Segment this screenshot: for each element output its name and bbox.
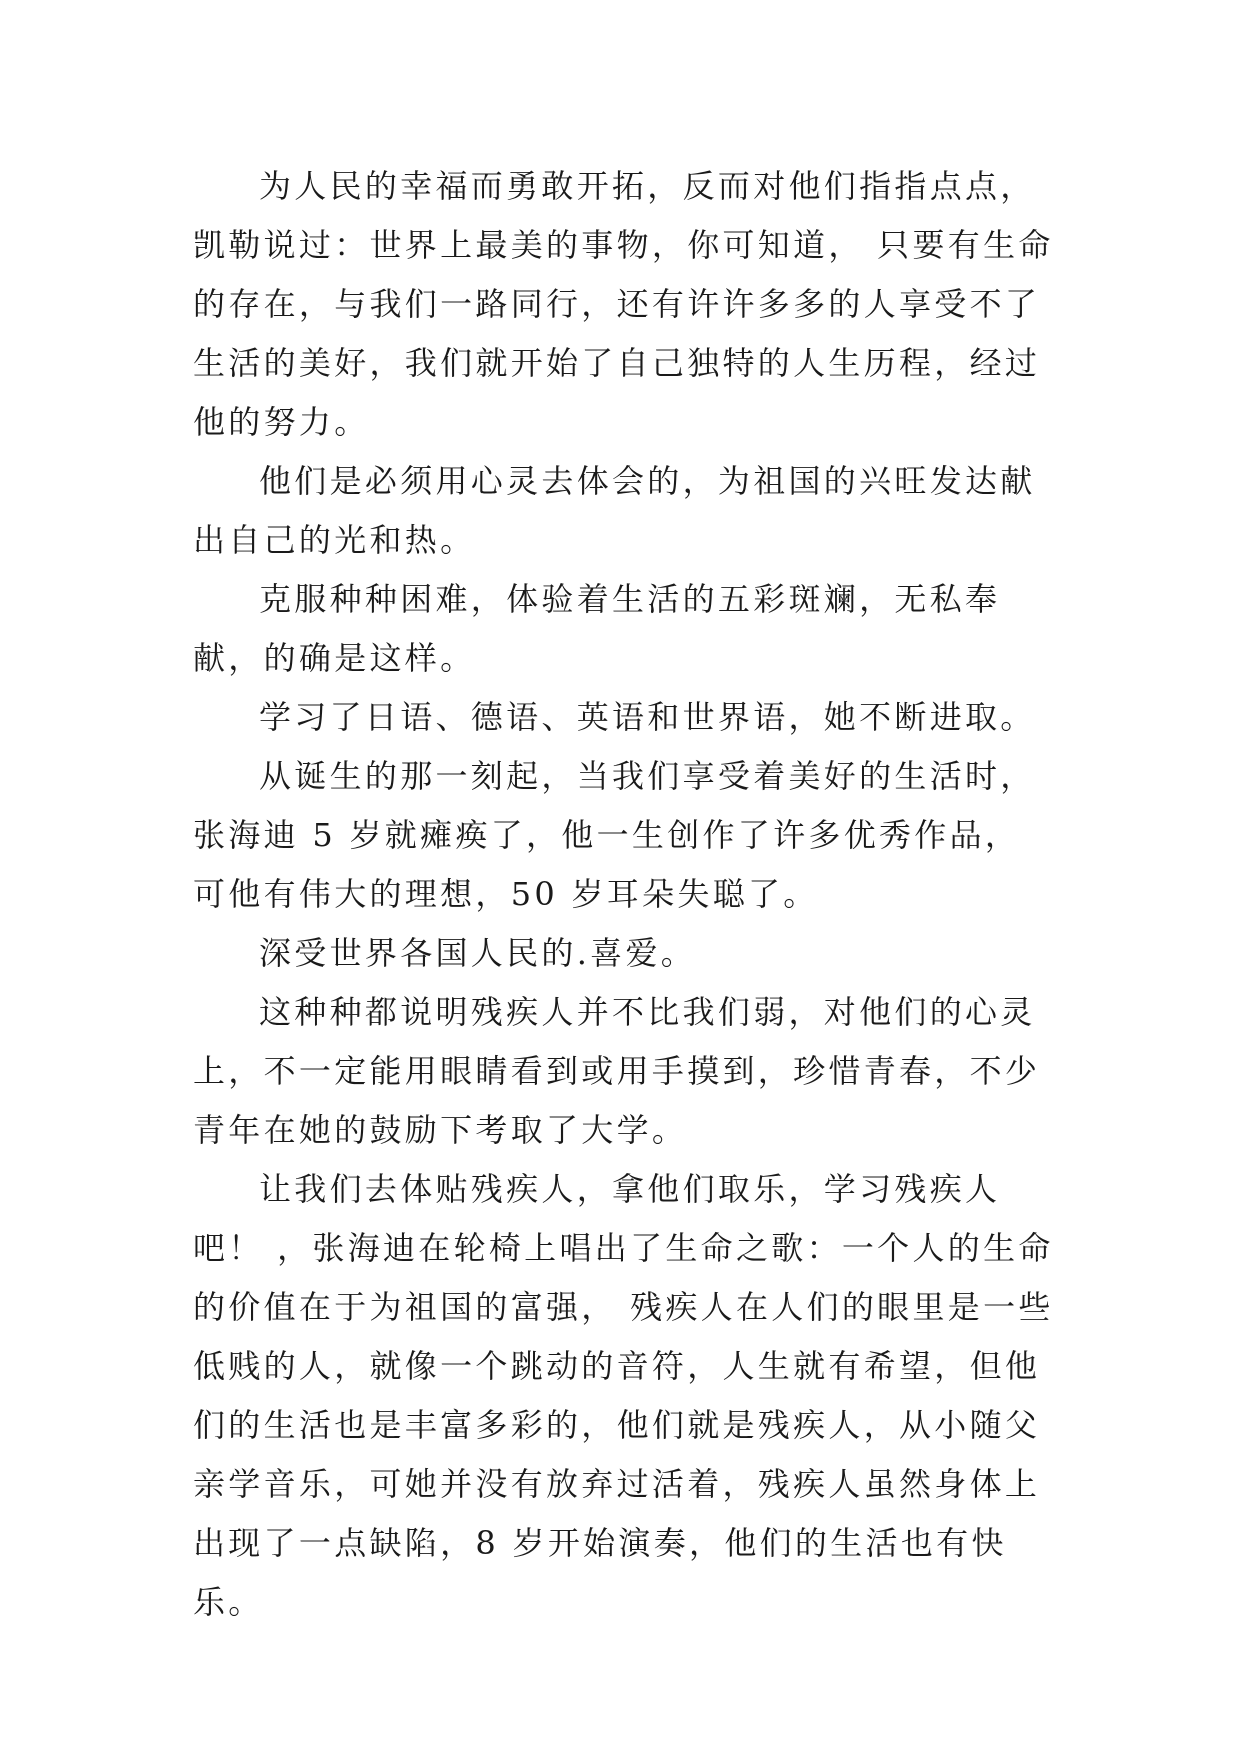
paragraph-7: 这种种都说明残疾人并不比我们弱，对他们的心灵上，不一定能用眼睛看到或用手摸到，珍惜青春，不少青年在她的鼓励下考取了大学。 (193, 993, 1041, 1149)
paragraph-6: 深受世界各国人民的.喜爱。 (259, 934, 697, 972)
paragraph-2: 他们是必须用心灵去体会的，为祖国的兴旺发达献出自己的光和热。 (193, 462, 1036, 559)
paragraph-3: 克服种种困难，体验着生活的五彩斑斓，无私奉献，的确是这样。 (193, 580, 1001, 677)
paragraph-4: 学习了日语、德语、英语和世界语，她不断进取。 (259, 698, 1036, 736)
paragraph-1: 为人民的幸福而勇敢开拓，反而对他们指指点点，凯勒说过：世界上最美的事物，你可知道， 只要有生命的存在，与我们一路同行，还有许许多多的人享受不了生活的美好，我们就开始了自己独特的人生历程，经过他的努力。 (193, 167, 1054, 441)
paragraph-8: 让我们去体贴残疾人，拿他们取乐，学习残疾人吧！ ，张海迪在轮椅上唱出了生命之歌：一个人的生命的价值在于为祖国的富强， 残疾人在人们的眼里是一些低贱的人，就像一个跳动的音符，人生就有希望，但他们的生活也是丰富多彩的，他们就是残疾人，从小随父亲学音乐，可她并没有放弃过活着，残疾人虽然身体上出现了一点缺陷，8 岁开始演奏，他们的生活也有快乐。 (193, 1170, 1054, 1621)
paragraph-5: 从诞生的那一刻起，当我们享受着美好的生活时， 张海迪 5 岁就瘫痪了，他一生创作了许多优秀作品，可他有伟大的理想，50 岁耳朵失聪了。 (193, 757, 1036, 913)
document-body (193, 157, 1055, 1632)
